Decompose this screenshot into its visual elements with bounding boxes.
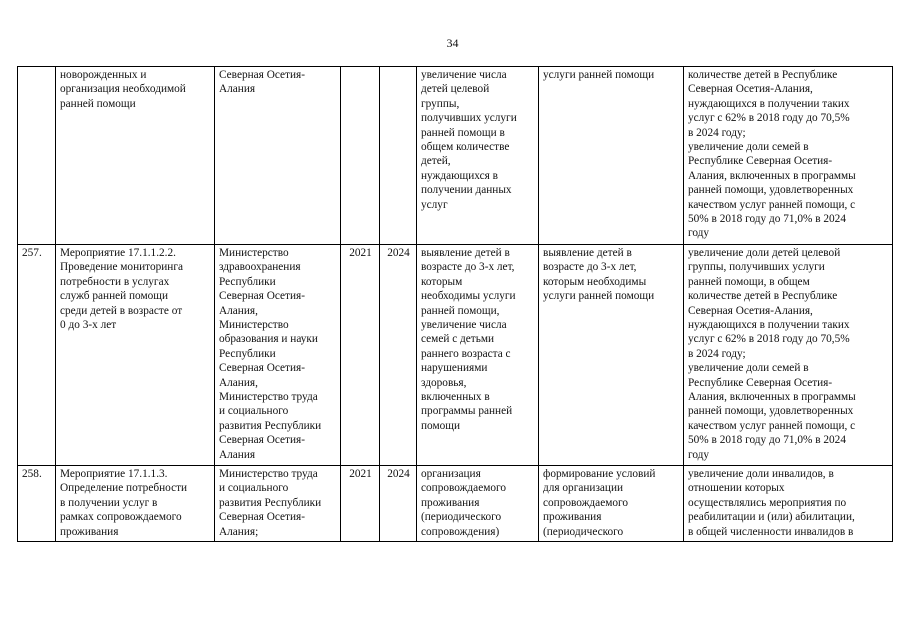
table-row [18, 245, 893, 466]
row-number [18, 67, 56, 245]
table-row [18, 67, 893, 245]
row-number: 257. [18, 245, 56, 466]
event-cell: Мероприятие 17.1.1.3. Определение потребности в получении услуг в рамках сопровождаемого проживания [56, 466, 215, 542]
start-year-cell: 2021 [341, 245, 380, 466]
result-cell: выявление детей в возрасте до 3-х лет, которым необходимы услуги ранней помощи, увеличение числа семей с детьми раннего возраста с нарушениями здоровья, включенных в программы ранней помощи [417, 245, 539, 466]
start-year-cell [341, 67, 380, 245]
end-year-cell: 2024 [380, 466, 417, 542]
end-year-cell: 2024 [380, 245, 417, 466]
indicator-cell: количестве детей в Республике Северная Осетия-Алания, нуждающихся в получении таких услуг с 62% в 2018 году до 70,5% в 2024 году; увеличение доли семей в Республике Северная Осетия- Алания, включенных в программы ранней помощи, удовлетворенных качеством услуг ранней помощи, с 50% в 2018 году до 71,0% в 2024 году [684, 67, 893, 245]
indicator-cell: увеличение доли инвалидов, в отношении которых осуществлялись мероприятия по реабилитации и (или) абилитации, в общей численности инвалидов в [684, 466, 893, 542]
executor-cell: Министерство труда и социального развития Республики Северная Осетия- Алания; [215, 466, 341, 542]
end-year-cell [380, 67, 417, 245]
indicator-cell: увеличение доли детей целевой группы, получивших услуги ранней помощи, в общем количестве детей в Республике Северная Осетия-Алания, нуждающихся в получении таких услуг с 62% в 2018 году до 70,5% в 2024 году; увеличение доли семей в Республике Северная Осетия- Алания, включенных в программы ранней помощи, удовлетворенных качеством услуг ранней помощи, с 50% в 2018 году до 71,0% в 2024 году [684, 245, 893, 466]
program-events-table [17, 66, 893, 542]
direction-cell: услуги ранней помощи [539, 67, 684, 245]
direction-cell: формирование условий для организации сопровождаемого проживания (периодического [539, 466, 684, 542]
event-cell: Мероприятие 17.1.1.2.2. Проведение мониторинга потребности в услугах служб ранней помощи среди детей в возрасте от 0 до 3-х лет [56, 245, 215, 466]
event-cell: новорожденных и организация необходимой ранней помощи [56, 67, 215, 245]
direction-cell: выявление детей в возрасте до 3-х лет, которым необходимы услуги ранней помощи [539, 245, 684, 466]
page-number: 34 [446, 36, 459, 50]
row-number: 258. [18, 466, 56, 542]
result-cell: увеличение числа детей целевой группы, получивших услуги ранней помощи в общем количестве детей, нуждающихся в получении данных услуг [417, 67, 539, 245]
result-cell: организация сопровождаемого проживания (периодического сопровождения) [417, 466, 539, 542]
table-row [18, 466, 893, 542]
start-year-cell: 2021 [341, 466, 380, 542]
executor-cell: Министерство здравоохранения Республики Северная Осетия- Алания, Министерство образования и науки Республики Северная Осетия- Алания, Министерство труда и социального развития Республики Северная Осетия- Алания [215, 245, 341, 466]
executor-cell: Северная Осетия- Алания [215, 67, 341, 245]
